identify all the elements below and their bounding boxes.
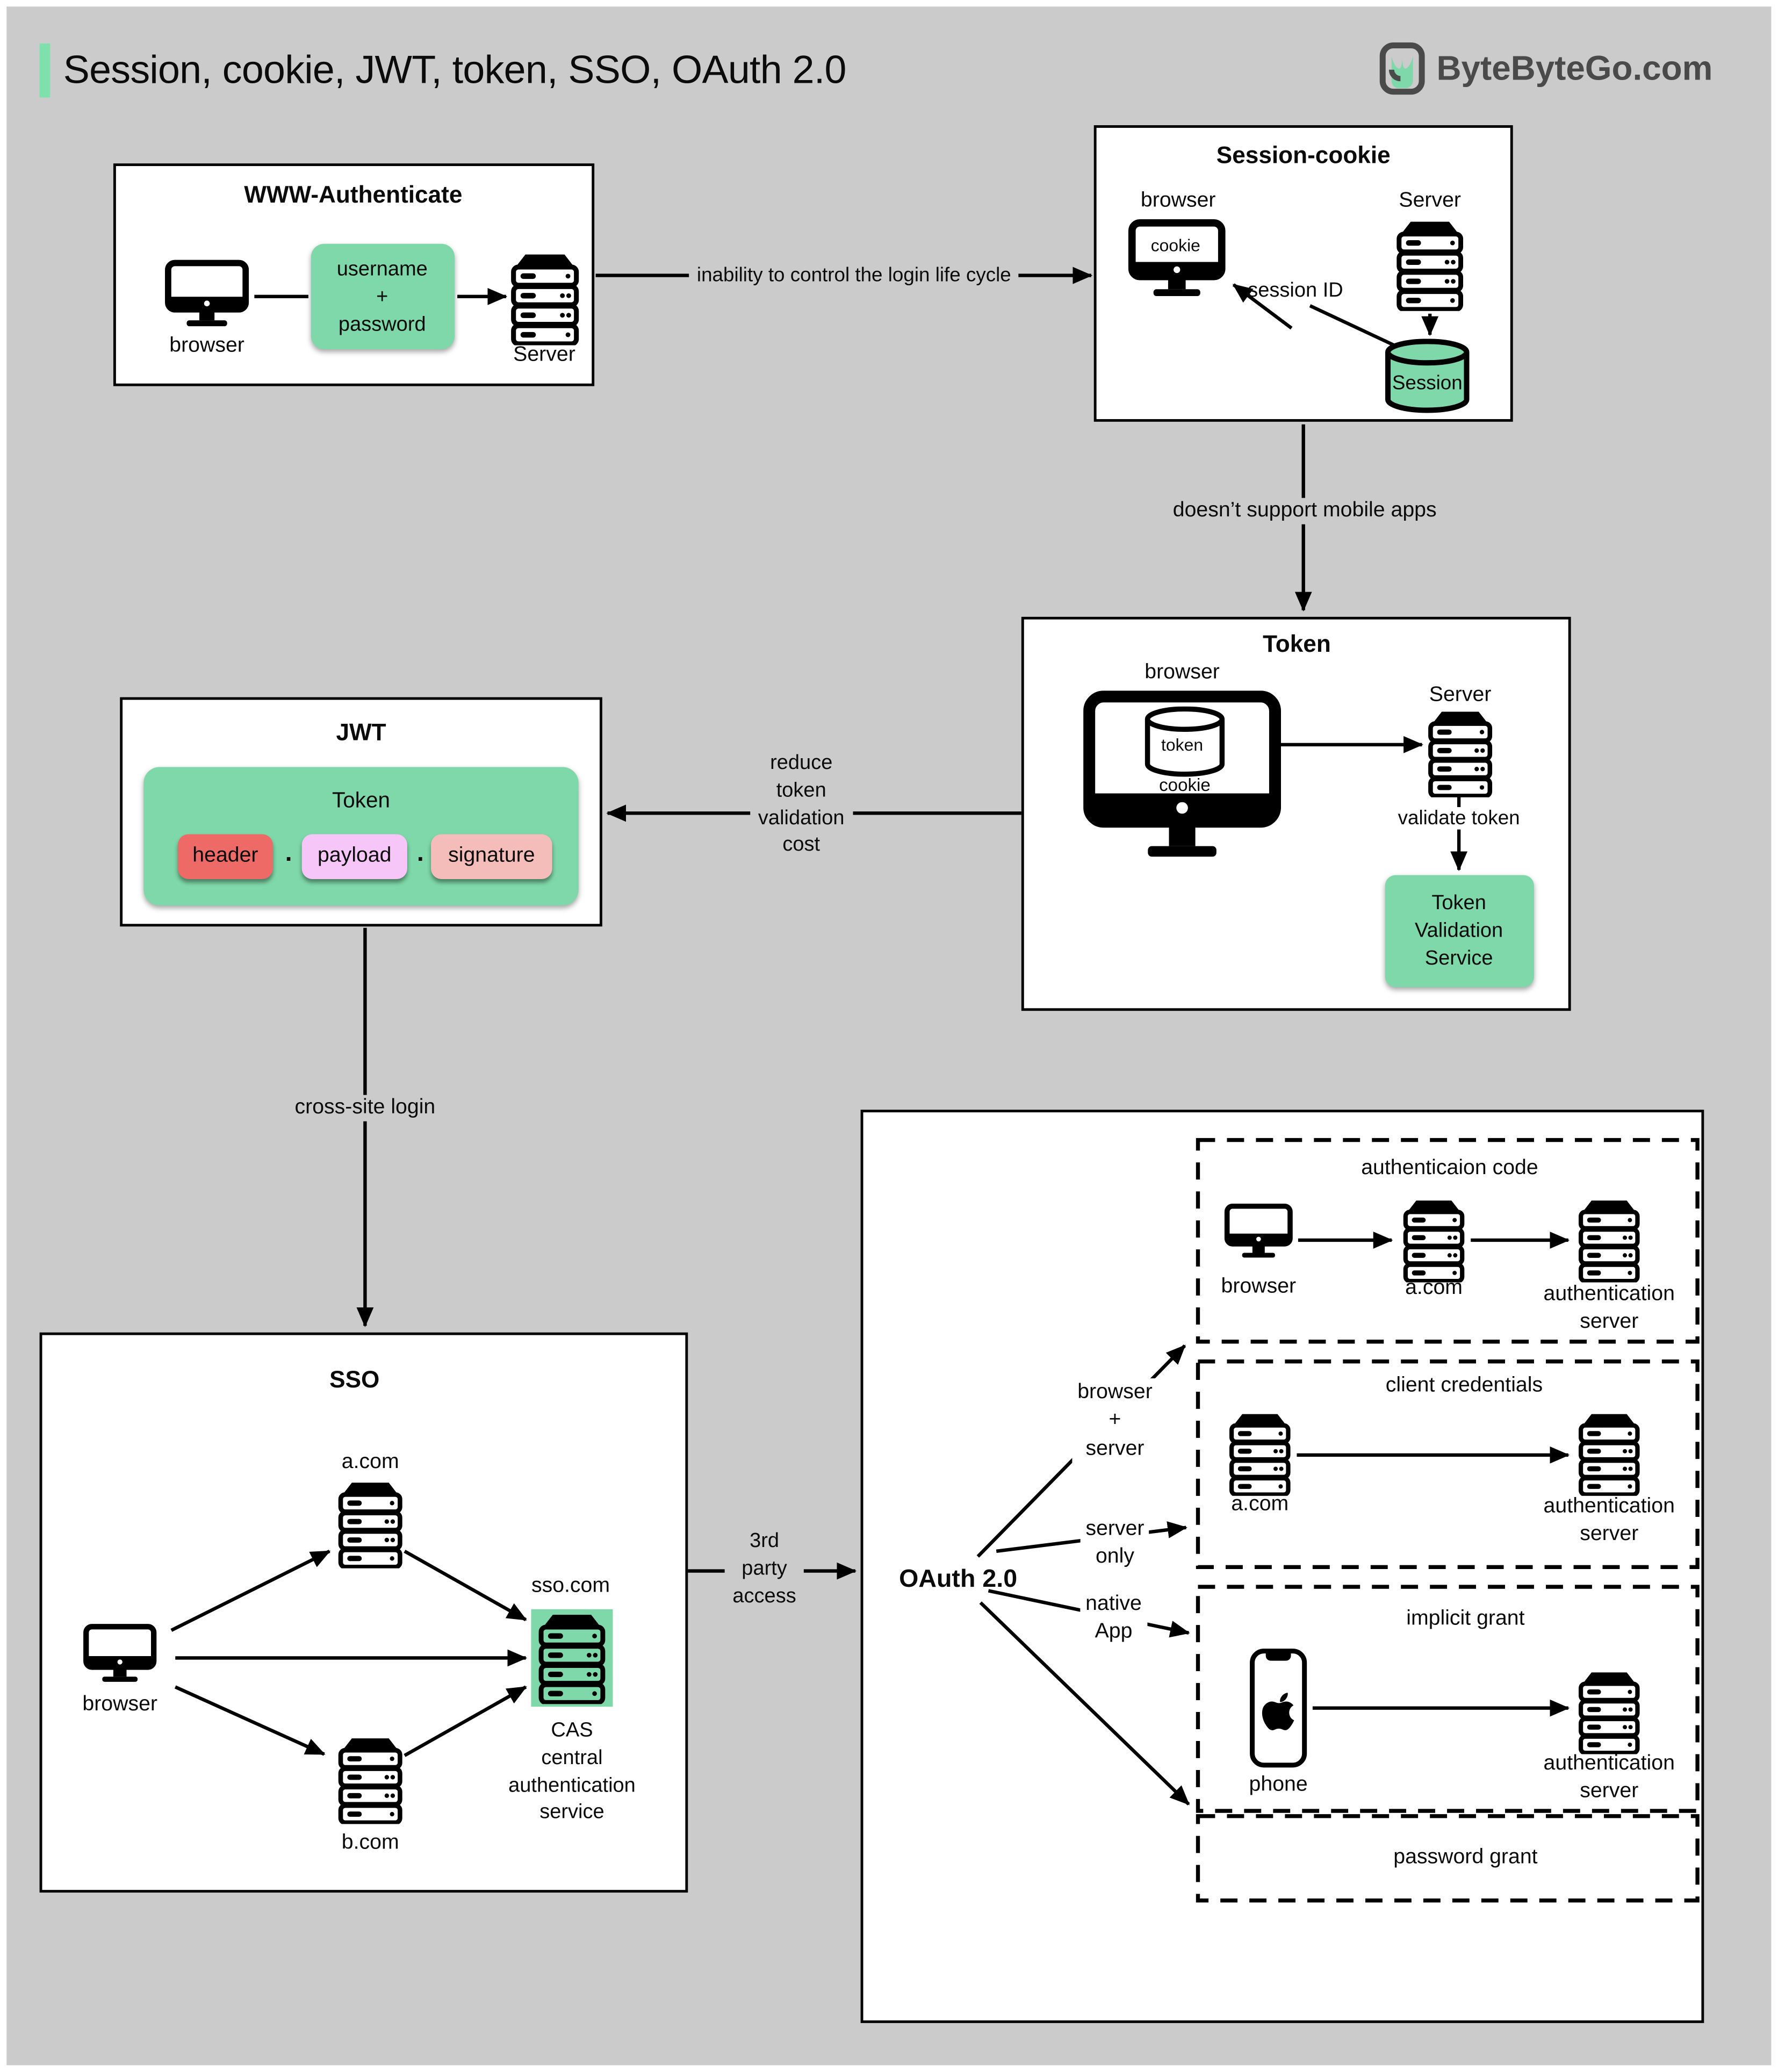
auth-server-icon: [1578, 1199, 1641, 1283]
token-label: token: [1161, 735, 1204, 755]
browser-monitor-icon: [1128, 219, 1226, 303]
jwt-title: JWT: [336, 719, 386, 746]
branch-browser-server-label: browser + server: [1072, 1378, 1157, 1463]
server-icon: [1395, 220, 1464, 311]
auth-server-label: authentication server: [1543, 1752, 1675, 1803]
browser-label: browser: [1144, 661, 1220, 684]
browser-label: browser: [1221, 1275, 1297, 1298]
token-to-jwt-label: reduce token validation cost: [750, 749, 852, 861]
phone-label: phone: [1249, 1773, 1308, 1796]
token-validation-service-text: Token Validation Service: [1415, 892, 1503, 969]
jwt-to-sso-label: cross-site login: [287, 1095, 443, 1122]
flow-password-grant-title: password grant: [1393, 1846, 1538, 1869]
a-com-server-icon: [1402, 1199, 1466, 1283]
browser-monitor-icon: [165, 260, 249, 332]
oauth-label: OAuth 2.0: [899, 1565, 1018, 1594]
sso-title: SSO: [329, 1366, 380, 1393]
cookie-label: cookie: [1150, 235, 1200, 255]
browser-monitor-icon: [1225, 1203, 1293, 1262]
flow-implicit-grant-title: implicit grant: [1406, 1607, 1525, 1630]
auth-server-label: authentication server: [1543, 1283, 1675, 1334]
jwt-token-label: Token: [332, 788, 391, 813]
branch-server-only-label: server only: [1081, 1515, 1150, 1572]
auth-server-icon: [1578, 1671, 1641, 1754]
www-authenticate-title: WWW-Authenticate: [244, 181, 463, 208]
token-title: Token: [1263, 631, 1331, 658]
a-com-label: a.com: [1405, 1277, 1463, 1299]
session-id-label: session ID: [1248, 279, 1343, 302]
cas-text: CAS central authentication service: [508, 1719, 636, 1824]
server-label: Server: [513, 343, 575, 366]
a-com-server-icon: [337, 1481, 404, 1569]
browser-label: browser: [82, 1693, 157, 1716]
server-icon: [510, 253, 580, 346]
session-store-label: Session: [1392, 372, 1463, 395]
server-label: Server: [1399, 189, 1461, 212]
jwt-signature-label: signature: [448, 844, 535, 867]
jwt-payload-label: payload: [318, 844, 392, 867]
sso-to-oauth-label: 3rd party access: [725, 1527, 804, 1612]
cas-server-icon: [538, 1613, 607, 1703]
brand-name: ByteByteGo.com: [1436, 48, 1713, 88]
session-to-token-label: doesn’t support mobile apps: [1165, 498, 1444, 525]
bytebytego-logo-icon: [1379, 41, 1426, 96]
phone-icon: [1249, 1647, 1307, 1769]
jwt-header-label: header: [192, 844, 258, 867]
browser-monitor-icon: [83, 1624, 157, 1687]
validate-token-label: validate token: [1393, 807, 1525, 830]
server-label: Server: [1429, 684, 1492, 707]
a-com-label: a.com: [341, 1450, 399, 1473]
cas-server-background: [531, 1609, 613, 1707]
browser-label: browser: [1140, 189, 1216, 212]
b-com-server-icon: [337, 1737, 404, 1824]
browser-label: browser: [169, 334, 244, 357]
server-icon: [1427, 710, 1493, 797]
jwt-separator-1: .: [285, 839, 292, 868]
b-com-label: b.com: [341, 1831, 399, 1854]
a-com-label: a.com: [1231, 1493, 1289, 1516]
www-to-session-label: inability to control the login life cycle: [689, 263, 1019, 288]
page-title: Session, cookie, JWT, token, SSO, OAuth 2.0: [63, 48, 846, 92]
session-cookie-title: Session-cookie: [1216, 142, 1391, 169]
cookie-label: cookie: [1159, 775, 1211, 795]
flow-client-credentials-title: client credentials: [1385, 1374, 1543, 1397]
flow-auth-code-title: authenticaion code: [1361, 1156, 1538, 1179]
auth-server-label: authentication server: [1543, 1495, 1675, 1546]
sso-com-label: sso.com: [531, 1574, 610, 1598]
jwt-separator-2: .: [416, 839, 424, 868]
branch-native-app-label: native App: [1080, 1590, 1147, 1646]
auth-server-icon: [1578, 1413, 1641, 1496]
title-accent-bar: [40, 44, 51, 98]
credentials-text: username + password: [336, 258, 428, 335]
a-com-server-icon: [1228, 1413, 1292, 1496]
